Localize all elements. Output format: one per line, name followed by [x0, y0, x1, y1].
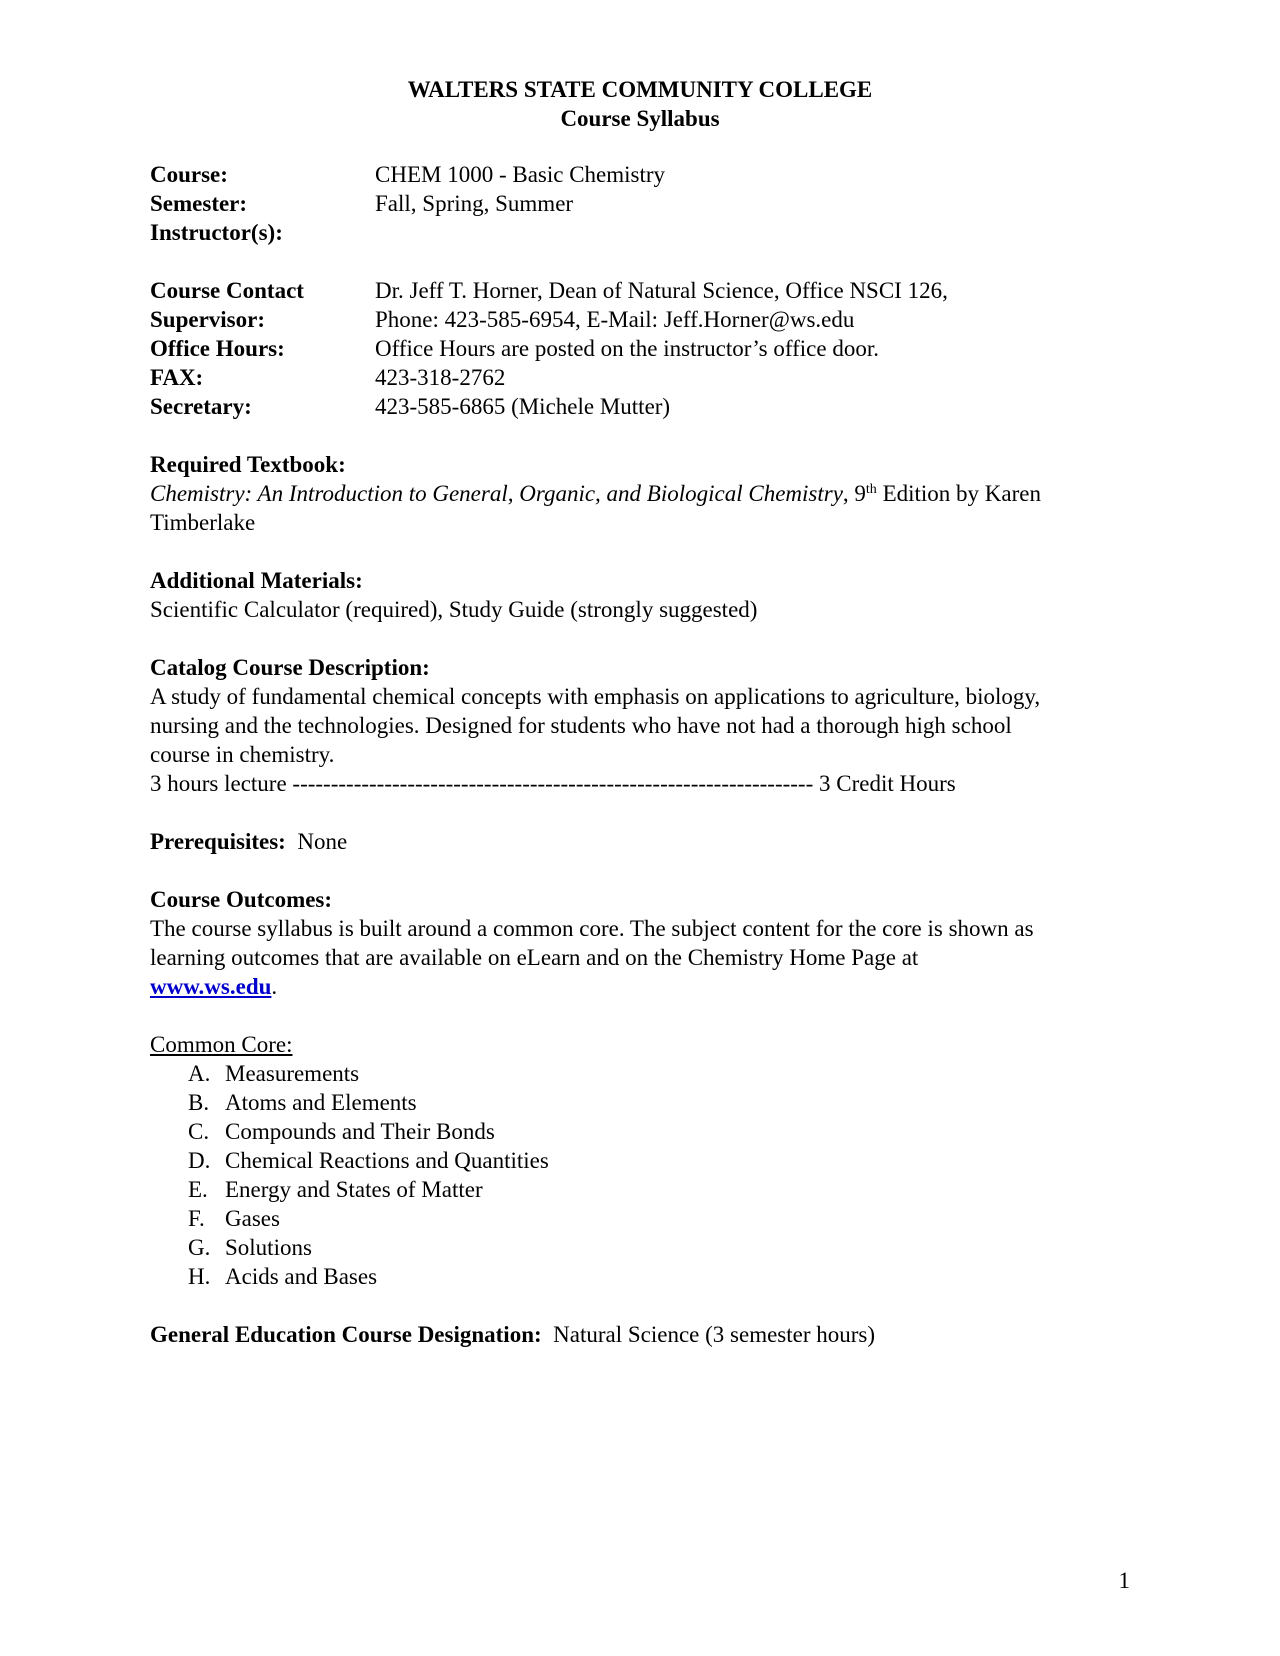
outcomes-line-1: The course syllabus is built around a common core. The subject content for the core is shown as — [150, 916, 1034, 941]
spacer — [150, 1001, 1140, 1030]
secretary-row — [150, 392, 1140, 421]
catalog-line-3: course in chemistry. — [150, 742, 335, 767]
textbook-edition-sep: , 9 — [842, 481, 866, 506]
outcomes-link-period: . — [271, 974, 278, 999]
list-item — [150, 1175, 1140, 1204]
secretary-value: 423-585-6865 (Michele Mutter) — [375, 394, 671, 419]
instructor-label: Instructor(s): — [150, 220, 283, 245]
contact-row-2 — [150, 305, 1140, 334]
list-item-letter: F. — [188, 1206, 205, 1231]
list-item — [150, 1059, 1140, 1088]
list-item-text: Chemical Reactions and Quantities — [225, 1148, 549, 1173]
textbook-edition-rest: Edition by Karen — [876, 481, 1041, 506]
list-item — [150, 1117, 1140, 1146]
list-item — [150, 1146, 1140, 1175]
outcomes-line-2: learning outcomes that are available on eLearn and on the Chemistry Home Page at — [150, 945, 919, 970]
course-value: CHEM 1000 - Basic Chemistry — [375, 162, 666, 187]
prerequisites-heading: Prerequisites: — [150, 829, 286, 854]
list-item-text: Solutions — [225, 1235, 312, 1260]
common-core-list — [150, 1059, 1140, 1291]
semester-row — [150, 189, 1140, 218]
spacer — [150, 624, 1140, 653]
list-item-letter: H. — [188, 1264, 211, 1289]
catalog-line-1: A study of fundamental chemical concepts with emphasis on applications to agriculture, biology, — [150, 684, 1041, 709]
fax-value: 423-318-2762 — [375, 365, 506, 390]
instructor-row — [150, 218, 1140, 247]
outcomes-link-line — [150, 972, 1140, 1001]
list-item-letter: B. — [188, 1090, 210, 1115]
semester-label: Semester: — [150, 191, 248, 216]
office-hours-value: Office Hours are posted on the instructor’s office door. — [375, 336, 879, 361]
secretary-label: Secretary: — [150, 394, 252, 419]
catalog-heading: Catalog Course Description: — [150, 655, 430, 680]
document-title: Course Syllabus — [560, 106, 720, 131]
gen-ed-value: Natural Science (3 semester hours) — [553, 1322, 876, 1347]
textbook-line — [150, 479, 1140, 508]
website-link[interactable]: www.ws.edu — [150, 974, 272, 999]
instructor-value — [375, 218, 1140, 247]
page-number: 1 — [1118, 1568, 1130, 1593]
fax-label: FAX: — [150, 365, 204, 390]
spacer — [150, 856, 1140, 885]
list-item-letter: E. — [188, 1177, 208, 1202]
list-item-text: Measurements — [225, 1061, 360, 1086]
catalog-line-2: nursing and the technologies. Designed for students who have not had a thorough high school — [150, 713, 1012, 738]
spacer — [150, 421, 1140, 450]
list-item — [150, 1088, 1140, 1117]
catalog-hours-line: 3 hours lecture -------------------------------------------------------------------- 3 Credit Hours — [150, 771, 956, 796]
list-item-text: Compounds and Their Bonds — [225, 1119, 495, 1144]
prerequisites-line — [150, 827, 1140, 856]
textbook-author: Timberlake — [150, 510, 256, 535]
spacer — [150, 1291, 1140, 1320]
list-item-letter: G. — [188, 1235, 211, 1260]
textbook-title: Chemistry: An Introduction to General, Organic, and Biological Chemistry — [150, 481, 843, 506]
syllabus-content — [150, 160, 1140, 1349]
supervisor-contact-value: Phone: 423-585-6954, E-Mail: Jeff.Horner@ws.edu — [375, 307, 855, 332]
textbook-edition-sup: th — [865, 482, 877, 497]
gen-ed-line — [150, 1320, 1140, 1349]
document-header — [0, 75, 1280, 133]
supervisor-label: Supervisor: — [150, 307, 265, 332]
materials-heading: Additional Materials: — [150, 568, 363, 593]
list-item — [150, 1204, 1140, 1233]
textbook-heading: Required Textbook: — [150, 452, 346, 477]
office-hours-label: Office Hours: — [150, 336, 285, 361]
college-name: WALTERS STATE COMMUNITY COLLEGE — [407, 77, 873, 102]
spacer — [150, 798, 1140, 827]
contact-value: Dr. Jeff T. Horner, Dean of Natural Science, Office NSCI 126, — [375, 278, 948, 303]
contact-label: Course Contact — [150, 278, 304, 303]
outcomes-heading: Course Outcomes: — [150, 887, 333, 912]
course-row — [150, 160, 1140, 189]
list-item-letter: C. — [188, 1119, 210, 1144]
spacer — [150, 247, 1140, 276]
list-item-letter: D. — [188, 1148, 211, 1173]
list-item — [150, 1233, 1140, 1262]
contact-row-1 — [150, 276, 1140, 305]
common-core-heading: Common Core: — [150, 1032, 293, 1057]
list-item-letter: A. — [188, 1061, 211, 1086]
fax-row — [150, 363, 1140, 392]
course-label: Course: — [150, 162, 228, 187]
list-item-text: Energy and States of Matter — [225, 1177, 483, 1202]
spacer — [150, 537, 1140, 566]
list-item-text: Gases — [225, 1206, 280, 1231]
list-item-text: Atoms and Elements — [225, 1090, 417, 1115]
gen-ed-heading: General Education Course Designation: — [150, 1322, 542, 1347]
materials-text: Scientific Calculator (required), Study Guide (strongly suggested) — [150, 597, 758, 622]
prerequisites-value: None — [297, 829, 348, 854]
office-hours-row — [150, 334, 1140, 363]
semester-value: Fall, Spring, Summer — [375, 191, 574, 216]
list-item-text: Acids and Bases — [225, 1264, 378, 1289]
list-item — [150, 1262, 1140, 1291]
